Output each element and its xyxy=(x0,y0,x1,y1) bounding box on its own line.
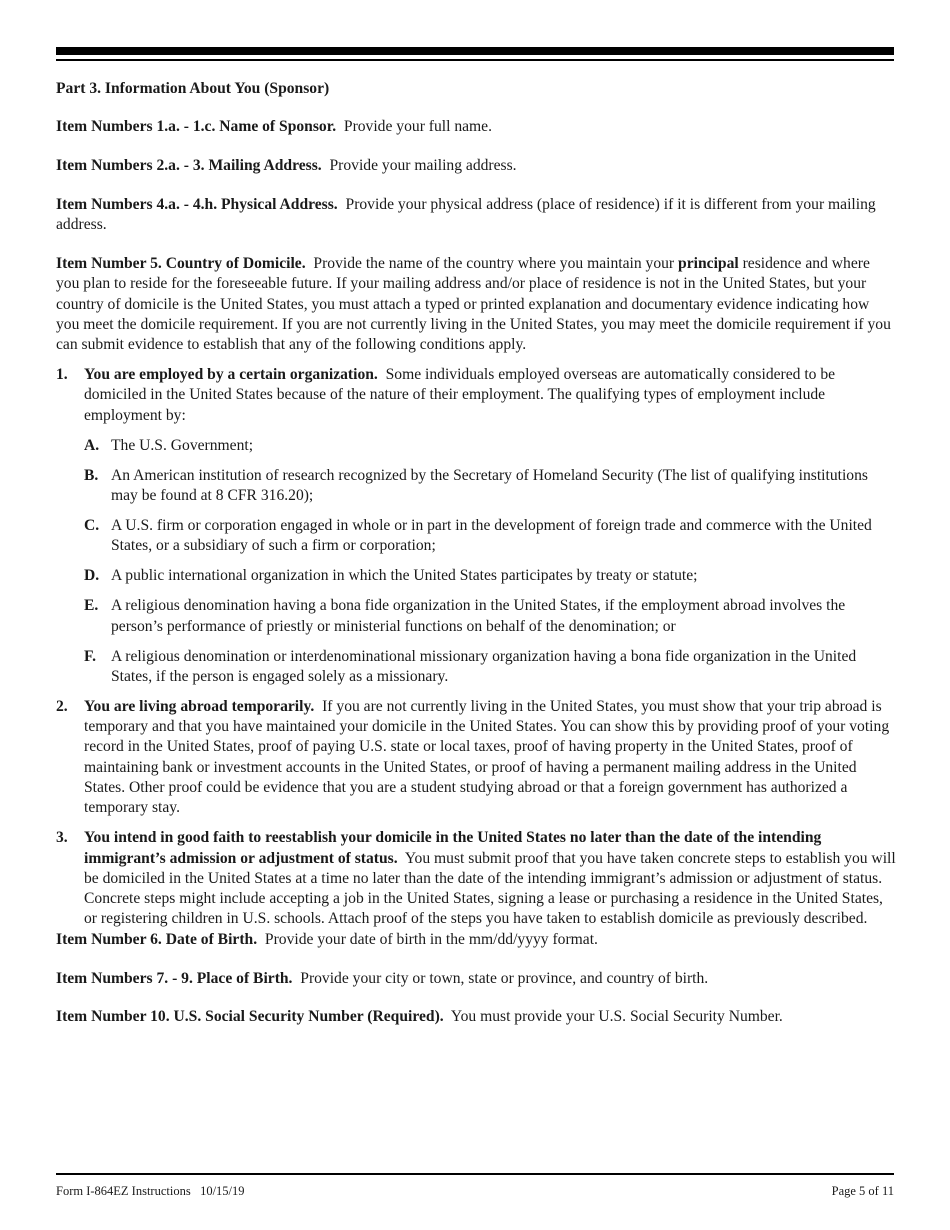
item-emphasis: principal xyxy=(678,254,739,272)
item-label: Item Numbers 7. - 9. Place of Birth. xyxy=(56,969,293,987)
item-text: Provide your city or town, state or province, and country of birth. xyxy=(300,969,709,987)
item-country-of-domicile xyxy=(56,254,896,355)
subitem-letter: C. xyxy=(84,517,100,534)
employment-type-b xyxy=(84,466,896,507)
item-physical-address xyxy=(56,195,896,236)
item-mailing-address xyxy=(56,156,896,176)
employment-type-e xyxy=(84,596,896,637)
employment-type-c xyxy=(84,516,896,557)
item-date-of-birth xyxy=(56,930,896,950)
item-text: Provide your date of birth in the mm/dd/yyyy format. xyxy=(264,930,598,948)
subitem-text: A public international organization in which the United States participates by treaty or statute; xyxy=(111,567,698,585)
employment-type-d xyxy=(84,566,896,586)
item-label: Item Numbers 2.a. - 3. Mailing Address. xyxy=(56,157,322,175)
item-text: residence and where you plan to reside for the foreseeable future. If your mailing address and/or place of residence is not in the United States, but your country of domicile is the United States, you must attach a typed or printed explanation and documentary evidence indicating how you meet the domicile requirement. If you are not currently living in the United States, you may meet the domicile requirement if you can submit evidence to establish that any of the following conditions apply. xyxy=(56,254,891,354)
subitem-letter: D. xyxy=(84,567,100,585)
subitem-letter: A. xyxy=(84,436,100,454)
subitem-text: The U.S. Government; xyxy=(111,436,254,454)
condition-title: You are employed by a certain organization. xyxy=(84,366,378,384)
item-name-of-sponsor xyxy=(56,117,896,137)
condition-number: 1. xyxy=(56,366,68,384)
condition-title: You are living abroad temporarily. xyxy=(84,697,315,715)
condition-text: You must submit proof that you have taken concrete steps to establish you will be domiciled in the United States at a time no later than the date of the intending immigrant’s admission or adjustment of status. Concrete steps might include accepting a job in the United States, signing a lease or purchasing a residence in the United States, or registering children in U.S. schools. Attach proof of the steps you have taken to establish domicile as previously described. xyxy=(84,849,896,928)
item-label: Item Numbers 1.a. - 1.c. Name of Sponsor. xyxy=(56,118,337,136)
condition-title: You intend in good faith to reestablish your domicile in the United States no later than the date of the intending immigrant’s admission or adjustment of status. xyxy=(84,829,822,867)
item-label: Item Number 10. U.S. Social Security Number (Required). xyxy=(56,1008,444,1026)
employment-types-list xyxy=(84,436,896,687)
condition-text: If you are not currently living in the United States, you must show that your trip abroad is temporary and that you have maintained your domicile in the United States. You can show this by providing proof of your voting record in the United States, proof of paying U.S. state or local taxes, proof of having property in the United States, proof of maintaining bank or investment accounts in the United States, or proof of having a permanent mailing address in the United States. Other proof could be evidence that you are a student studying abroad or that a foreign government has authorized a temporary stay. xyxy=(84,697,890,817)
employment-type-f xyxy=(84,647,896,688)
footer-form-name: Form I-864EZ Instructions 10/15/19 xyxy=(56,1184,245,1198)
item-text: Provide your physical address (place of residence) if it is different from your mailing address. xyxy=(56,195,876,234)
subitem-letter: E. xyxy=(84,597,99,615)
subitem-text: A U.S. firm or corporation engaged in whole or in part in the development of foreign trade and commerce with the United States, or a subsidiary of such a firm or corporation; xyxy=(111,517,872,555)
subitem-text: A religious denomination having a bona fide organization in the United States, if the employment abroad involves the person’s performance of priestly or ministerial functions on behalf of the denomination; or xyxy=(111,597,846,635)
item-text: Provide the name of the country where you maintain your xyxy=(313,254,675,272)
footer-page-number: Page 5 of 11 xyxy=(831,1184,894,1198)
item-text: You must provide your U.S. Social Security Number. xyxy=(450,1008,783,1026)
item-label: Item Number 6. Date of Birth. xyxy=(56,930,258,948)
item-social-security-number xyxy=(56,1007,896,1027)
subitem-text: An American institution of research recognized by the Secretary of Homeland Security (The list of qualifying institutions may be found at 8 CFR 316.20); xyxy=(111,466,868,505)
part-heading: Part 3. Information About You (Sponsor) xyxy=(56,80,330,97)
item-text: Provide your mailing address. xyxy=(329,157,517,175)
condition-number: 2. xyxy=(56,697,68,715)
item-text: Provide your full name. xyxy=(343,118,493,136)
condition-text: Some individuals employed overseas are automatically considered to be domiciled in the United States because of the nature of their employment. The qualifying types of employment include employment by: xyxy=(84,366,836,424)
subitem-text: A religious denomination or interdenominational missionary organization having a bona fide organization in the United States, if the person is engaged solely as a missionary. xyxy=(111,647,857,685)
subitem-letter: B. xyxy=(84,466,99,484)
condition-item-3 xyxy=(56,828,896,929)
condition-number: 3. xyxy=(56,829,68,847)
header-rule-thick xyxy=(56,47,894,55)
condition-item-1 xyxy=(56,365,896,687)
item-label: Item Number 5. Country of Domicile. xyxy=(56,254,306,272)
employment-type-a xyxy=(84,436,896,456)
item-label: Item Numbers 4.a. - 4.h. Physical Address. xyxy=(56,195,338,213)
domicile-conditions-list xyxy=(56,365,896,930)
header-rule-thin xyxy=(56,59,894,61)
condition-item-2 xyxy=(56,697,896,819)
item-place-of-birth xyxy=(56,969,896,989)
footer-rule xyxy=(56,1173,894,1175)
instructions-content xyxy=(56,79,896,1046)
subitem-letter: F. xyxy=(84,647,96,665)
